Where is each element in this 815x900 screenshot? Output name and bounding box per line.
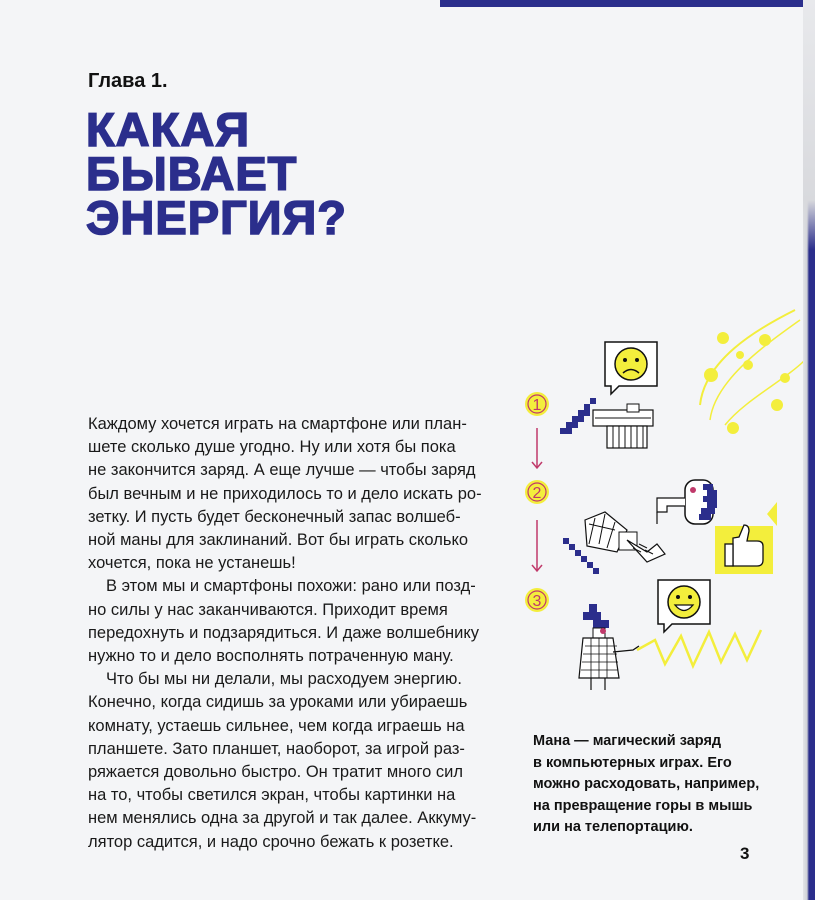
step-marker-1 <box>525 392 549 416</box>
text-line: шете сколько душе угодно. Ну или хотя бы пока <box>88 438 456 457</box>
body-text <box>88 413 483 854</box>
book-spine-shade <box>803 0 815 250</box>
step-number: 1 <box>532 397 542 414</box>
text-line: лятор садится, и надо срочно бежать к розетке. <box>88 832 454 851</box>
text-line: хочется, пока не устанешь! <box>88 554 296 573</box>
caption-line: или на телепортацию. <box>533 819 693 835</box>
text-line: планшете. Зато планшет, наоборот, за игрой раз- <box>88 739 465 758</box>
page-number: 3 <box>740 844 750 863</box>
step-arrow <box>532 520 542 571</box>
illustration-caption <box>533 731 793 839</box>
sad-face-icon <box>605 342 657 394</box>
step-marker-2 <box>525 480 549 504</box>
caption-line: можно расходовать, например, <box>533 776 760 792</box>
caption-line: Мана — магический заряд <box>533 733 722 749</box>
caption-line: на превращение горы в мышь <box>533 797 753 814</box>
text-line: ряжается довольно быстро. Он тратит много сил <box>88 763 463 782</box>
step-number: 3 <box>532 593 542 610</box>
chapter-label: Глава 1. <box>88 70 168 92</box>
mana-illustration <box>515 300 805 695</box>
mana-swirl <box>700 310 805 425</box>
step-arrow <box>532 428 542 468</box>
text-line: нем менялись одна за другой и так далее. Аккуму- <box>88 809 477 828</box>
text-line: Конечно, когда сидишь за уроками или убираешь <box>88 693 468 712</box>
text-line: ной маны для заклинаний. Вот бы играть сколько <box>88 531 469 550</box>
page-top-edge <box>440 0 805 7</box>
text-line: не закончится заряд. А еще лучше — чтобы заряд <box>88 461 476 480</box>
resting-wizard-figure <box>563 512 665 574</box>
happy-face-icon <box>658 580 710 632</box>
lightning-zigzag <box>637 630 761 666</box>
text-line: В этом мы и смартфоны похожи: рано или позд- <box>106 577 476 596</box>
text-line: Каждому хочется играть на смартфоне или план- <box>88 415 467 433</box>
text-line: зетку. И пусть будет бесконечный запас волшеб- <box>88 507 461 526</box>
text-line: но силы у нас заканчиваются. Приходит время <box>88 600 448 619</box>
tired-wizard-figure <box>560 398 653 448</box>
text-line: комнату, устаешь сильнее, чем когда играешь на <box>88 716 465 735</box>
title-line: БЫВАЕТ <box>86 147 298 200</box>
title-line: КАКАЯ <box>86 103 251 156</box>
text-line: на то, чтобы светился экран, чтобы картинки на <box>88 786 456 805</box>
text-line: был вечным и не приходилось то и дело искать ро- <box>88 484 482 503</box>
caption-line: в компьютерных играх. Его <box>533 754 732 771</box>
thumbs-up-icon <box>715 502 777 574</box>
step-marker-3 <box>525 588 549 612</box>
chapter-title <box>86 103 347 244</box>
text-line: Что бы мы ни делали, мы расходуем энергию. <box>106 670 462 689</box>
text-line: нужно то и дело восполнять потраченную ману. <box>88 647 454 666</box>
text-line: передохнуть и подзарядиться. И даже волшебнику <box>88 623 479 642</box>
title-line: ЭНЕРГИЯ? <box>86 191 347 244</box>
charging-station <box>657 480 717 524</box>
energized-wizard-figure <box>579 604 639 690</box>
step-number: 2 <box>532 485 542 502</box>
